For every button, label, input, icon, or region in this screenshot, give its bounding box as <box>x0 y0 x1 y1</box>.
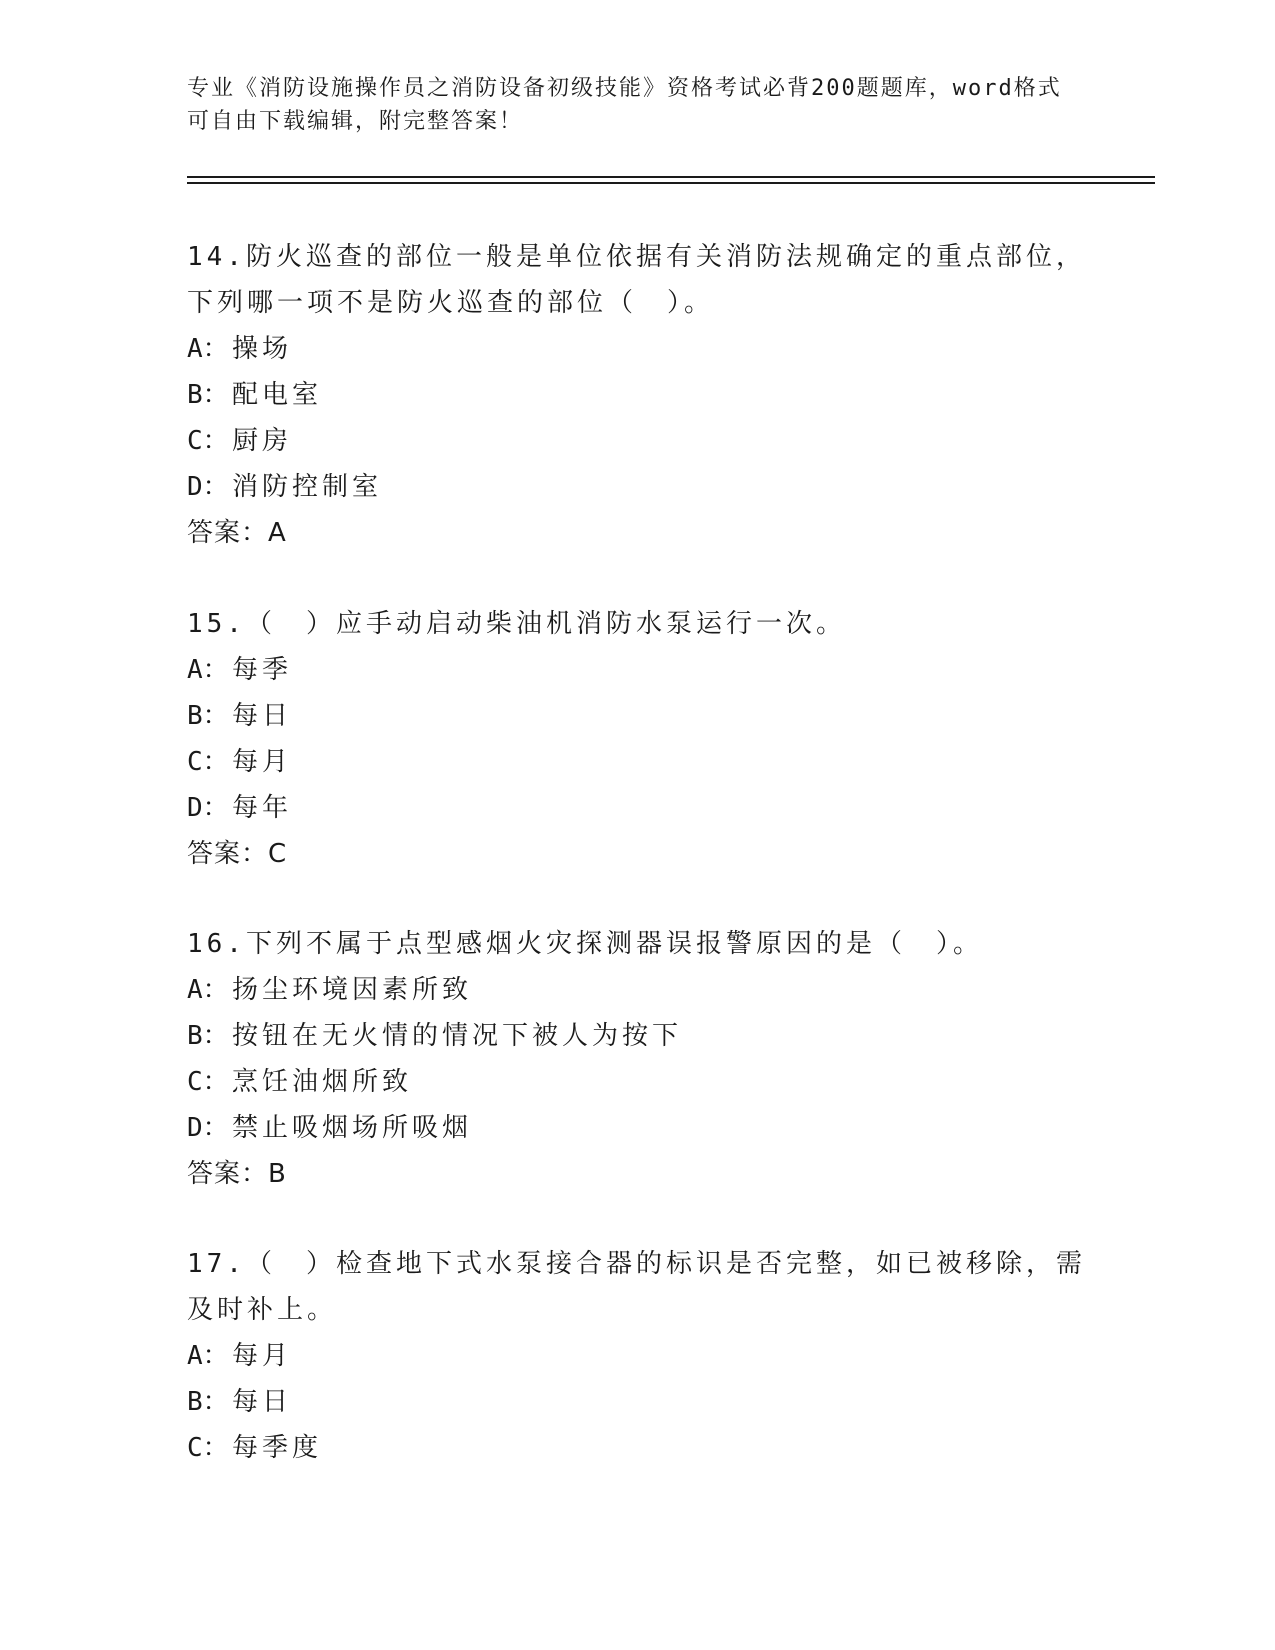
question-block <box>187 234 1087 556</box>
option-key: C： <box>187 747 229 777</box>
header-divider-line <box>187 182 1155 184</box>
option-c <box>187 1059 1087 1105</box>
option-text: 操场 <box>232 334 293 364</box>
option-key: B： <box>187 1387 229 1417</box>
option-key: B： <box>187 1021 229 1051</box>
question-block <box>187 601 1087 877</box>
answer-line: 答案：C <box>187 839 288 869</box>
option-text: 禁止吸烟场所吸烟 <box>232 1113 473 1143</box>
option-c <box>187 418 1087 464</box>
option-text: 烹饪油烟所致 <box>232 1067 413 1097</box>
option-text: 每季 <box>232 655 293 685</box>
option-text: 每月 <box>232 1341 293 1371</box>
option-key: A： <box>187 655 229 685</box>
question-block <box>187 921 1087 1197</box>
option-b <box>187 372 1087 418</box>
question-stem: 17.（ ）检查地下式水泵接合器的标识是否完整，如已被移除，需及时补上。 <box>187 1249 1086 1325</box>
option-key: A： <box>187 975 229 1005</box>
option-key: A： <box>187 1341 229 1371</box>
option-text: 消防控制室 <box>232 472 383 502</box>
answer-line: 答案：B <box>187 1159 287 1189</box>
option-d <box>187 1105 1087 1151</box>
option-b <box>187 693 1087 739</box>
question-stem: 15.（ ）应手动启动柴油机消防水泵运行一次。 <box>187 609 846 639</box>
option-text: 每年 <box>232 793 293 823</box>
option-key: B： <box>187 701 229 731</box>
option-a <box>187 647 1087 693</box>
answer-line: 答案：A <box>187 518 287 548</box>
option-d <box>187 785 1087 831</box>
question-block <box>187 1241 1087 1471</box>
option-key: B： <box>187 380 229 410</box>
option-b <box>187 1013 1087 1059</box>
option-a <box>187 967 1087 1013</box>
option-c <box>187 1425 1087 1471</box>
option-d <box>187 464 1087 510</box>
question-stem: 14.防火巡查的部位一般是单位依据有关消防法规确定的重点部位，下列哪一项不是防火巡查的部位（ ）。 <box>187 242 1086 318</box>
option-key: A： <box>187 334 229 364</box>
option-text: 每季度 <box>232 1433 323 1463</box>
option-key: C： <box>187 1433 229 1463</box>
option-text: 配电室 <box>232 380 323 410</box>
option-text: 扬尘环境因素所致 <box>232 975 473 1005</box>
option-c <box>187 739 1087 785</box>
option-b <box>187 1379 1087 1425</box>
option-a <box>187 326 1087 372</box>
document-header: 专业《消防设施操作员之消防设备初级技能》资格考试必背200题题库，word格式可自由下载编辑，附完整答案！ <box>187 76 1062 134</box>
option-text: 每日 <box>232 1387 293 1417</box>
question-stem: 16.下列不属于点型感烟火灾探测器误报警原因的是（ ）。 <box>187 929 983 959</box>
option-key: C： <box>187 426 229 456</box>
header-divider-line <box>187 176 1155 178</box>
option-a <box>187 1333 1087 1379</box>
option-text: 每月 <box>232 747 293 777</box>
option-text: 按钮在无火情的情况下被人为按下 <box>232 1021 683 1051</box>
option-key: D： <box>187 1113 229 1143</box>
option-text: 厨房 <box>232 426 293 456</box>
option-key: C： <box>187 1067 229 1097</box>
option-text: 每日 <box>232 701 293 731</box>
option-key: D： <box>187 472 229 502</box>
option-key: D： <box>187 793 229 823</box>
